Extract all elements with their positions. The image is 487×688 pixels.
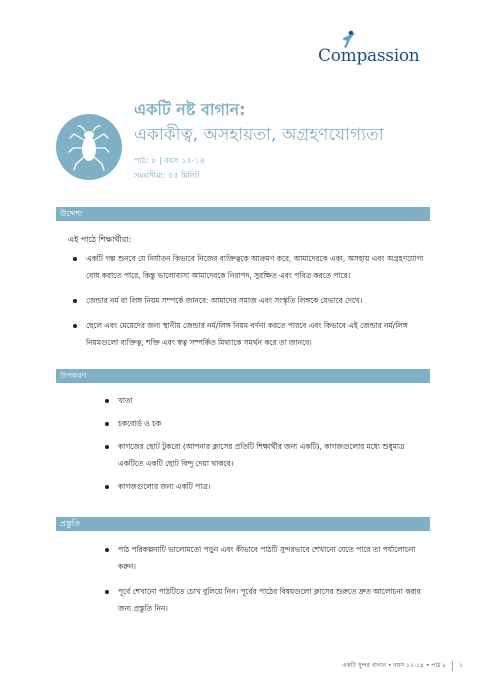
bullet-icon <box>73 299 77 303</box>
objectives-list <box>86 250 426 359</box>
bullet-icon <box>105 422 109 426</box>
bullet-icon <box>73 324 77 328</box>
lesson-title: একটি নষ্ট বাগান: <box>134 100 246 119</box>
bug-icon <box>56 114 122 180</box>
bullet-icon <box>105 548 109 552</box>
materials-list <box>118 392 428 501</box>
list-item: জেন্ডার নর্ম বা লিঙ্গ নিয়ম সম্পর্কে জানবে: আমাদের সমাজ এবং সংস্কৃতি লিঙ্গকে যেভাবে দেখে। <box>86 292 426 309</box>
list-item: কাগজের ছোট টুকরো (আপনার ক্লাসের প্রতিটি শিক্ষার্থীর জন্য একটি), কাগজগুলোর মধ্যে শুধুমাত্র একটিতে একটি ছোট বিন্দু দেয়া থাকবে। <box>118 438 428 472</box>
list-item: পাঠ পরিকল্পনাটি ভালোমতো পড়ুন এবং কীভাবে পাঠটি সুন্দরভাবে শেখানো যেতে পারে তা পর্যালোচনা করুন। <box>118 541 428 575</box>
bullet-icon <box>105 485 109 489</box>
list-item: খাতা <box>118 392 428 409</box>
bullet-icon <box>105 445 109 449</box>
preparation-heading: প্রস্তুতি <box>56 517 430 531</box>
materials-heading: উপকরণ <box>56 369 430 383</box>
bullet-icon <box>73 257 77 261</box>
footer-text: একটি সুন্দর বাগান • বয়স ১২-১৪ • পাঠ ৮ <box>342 662 447 669</box>
page-footer <box>342 660 463 671</box>
page-number: ১ <box>459 662 463 669</box>
lesson-meta: পাঠ: ৮ | বয়স ১২-১৪ <box>134 156 205 165</box>
logo-text: Compassion <box>318 46 420 66</box>
list-item: একটি গল্প শুনবে যে নির্যাতন কিভাবে নিজের ব্যক্তিত্বকে আক্রমণ করে, আমাদেরকে একা, অসহায় এবং অগ্রহণযোগ্য বোধ করাতে পারে, কিন্তু ভালোবাসা আমাদেরকে নিরাপদ, সুরক্ষিত এবং পবিত্র করতে পারে। <box>86 250 426 284</box>
list-item: কাগজগুলোর জন্য একটি পাত্র। <box>118 478 428 495</box>
footer-divider <box>452 661 453 671</box>
list-item: চকবোর্ড ও চক <box>118 415 428 432</box>
bullet-icon <box>105 399 109 403</box>
lesson-subtitle: একাকীত্ব, অসহায়তা, অগ্রহণযোগ্যতা <box>134 125 384 145</box>
compassion-logo <box>318 30 438 72</box>
list-item: পূর্বে শেখানো পাঠটিতে চোখ বুলিয়ে নিন। পূর্বের পাঠের বিষয়গুলো ক্লাসের শুরুতে দ্রুত আলোচনা করার জন্য প্রস্তুতি নিন। <box>118 583 428 617</box>
lesson-duration: সময়সীমা: ৫৫ মিনিট <box>134 171 200 180</box>
preparation-list <box>118 541 428 625</box>
objectives-intro: এই পাঠে শিক্ষার্থীরা: <box>68 235 132 244</box>
lesson-emblem <box>56 114 122 180</box>
list-item: ছেলে এবং মেয়েদের জন্য স্থানীয় জেন্ডার নর্ম/লিঙ্গ নিয়ম বর্ণনা করতে পারবে এবং কিভাবে এই জেন্ডার নর্ম/লিঙ্গ নিয়মগুলো ব্যক্তিত্ব, শক্তি এবং স্বত্ব সম্পর্কিত মিথ্যাকে সমর্থন করে তা জানবে। <box>86 317 426 351</box>
bullet-icon <box>105 590 109 594</box>
objectives-heading: উদ্দেশ্য <box>56 207 430 221</box>
